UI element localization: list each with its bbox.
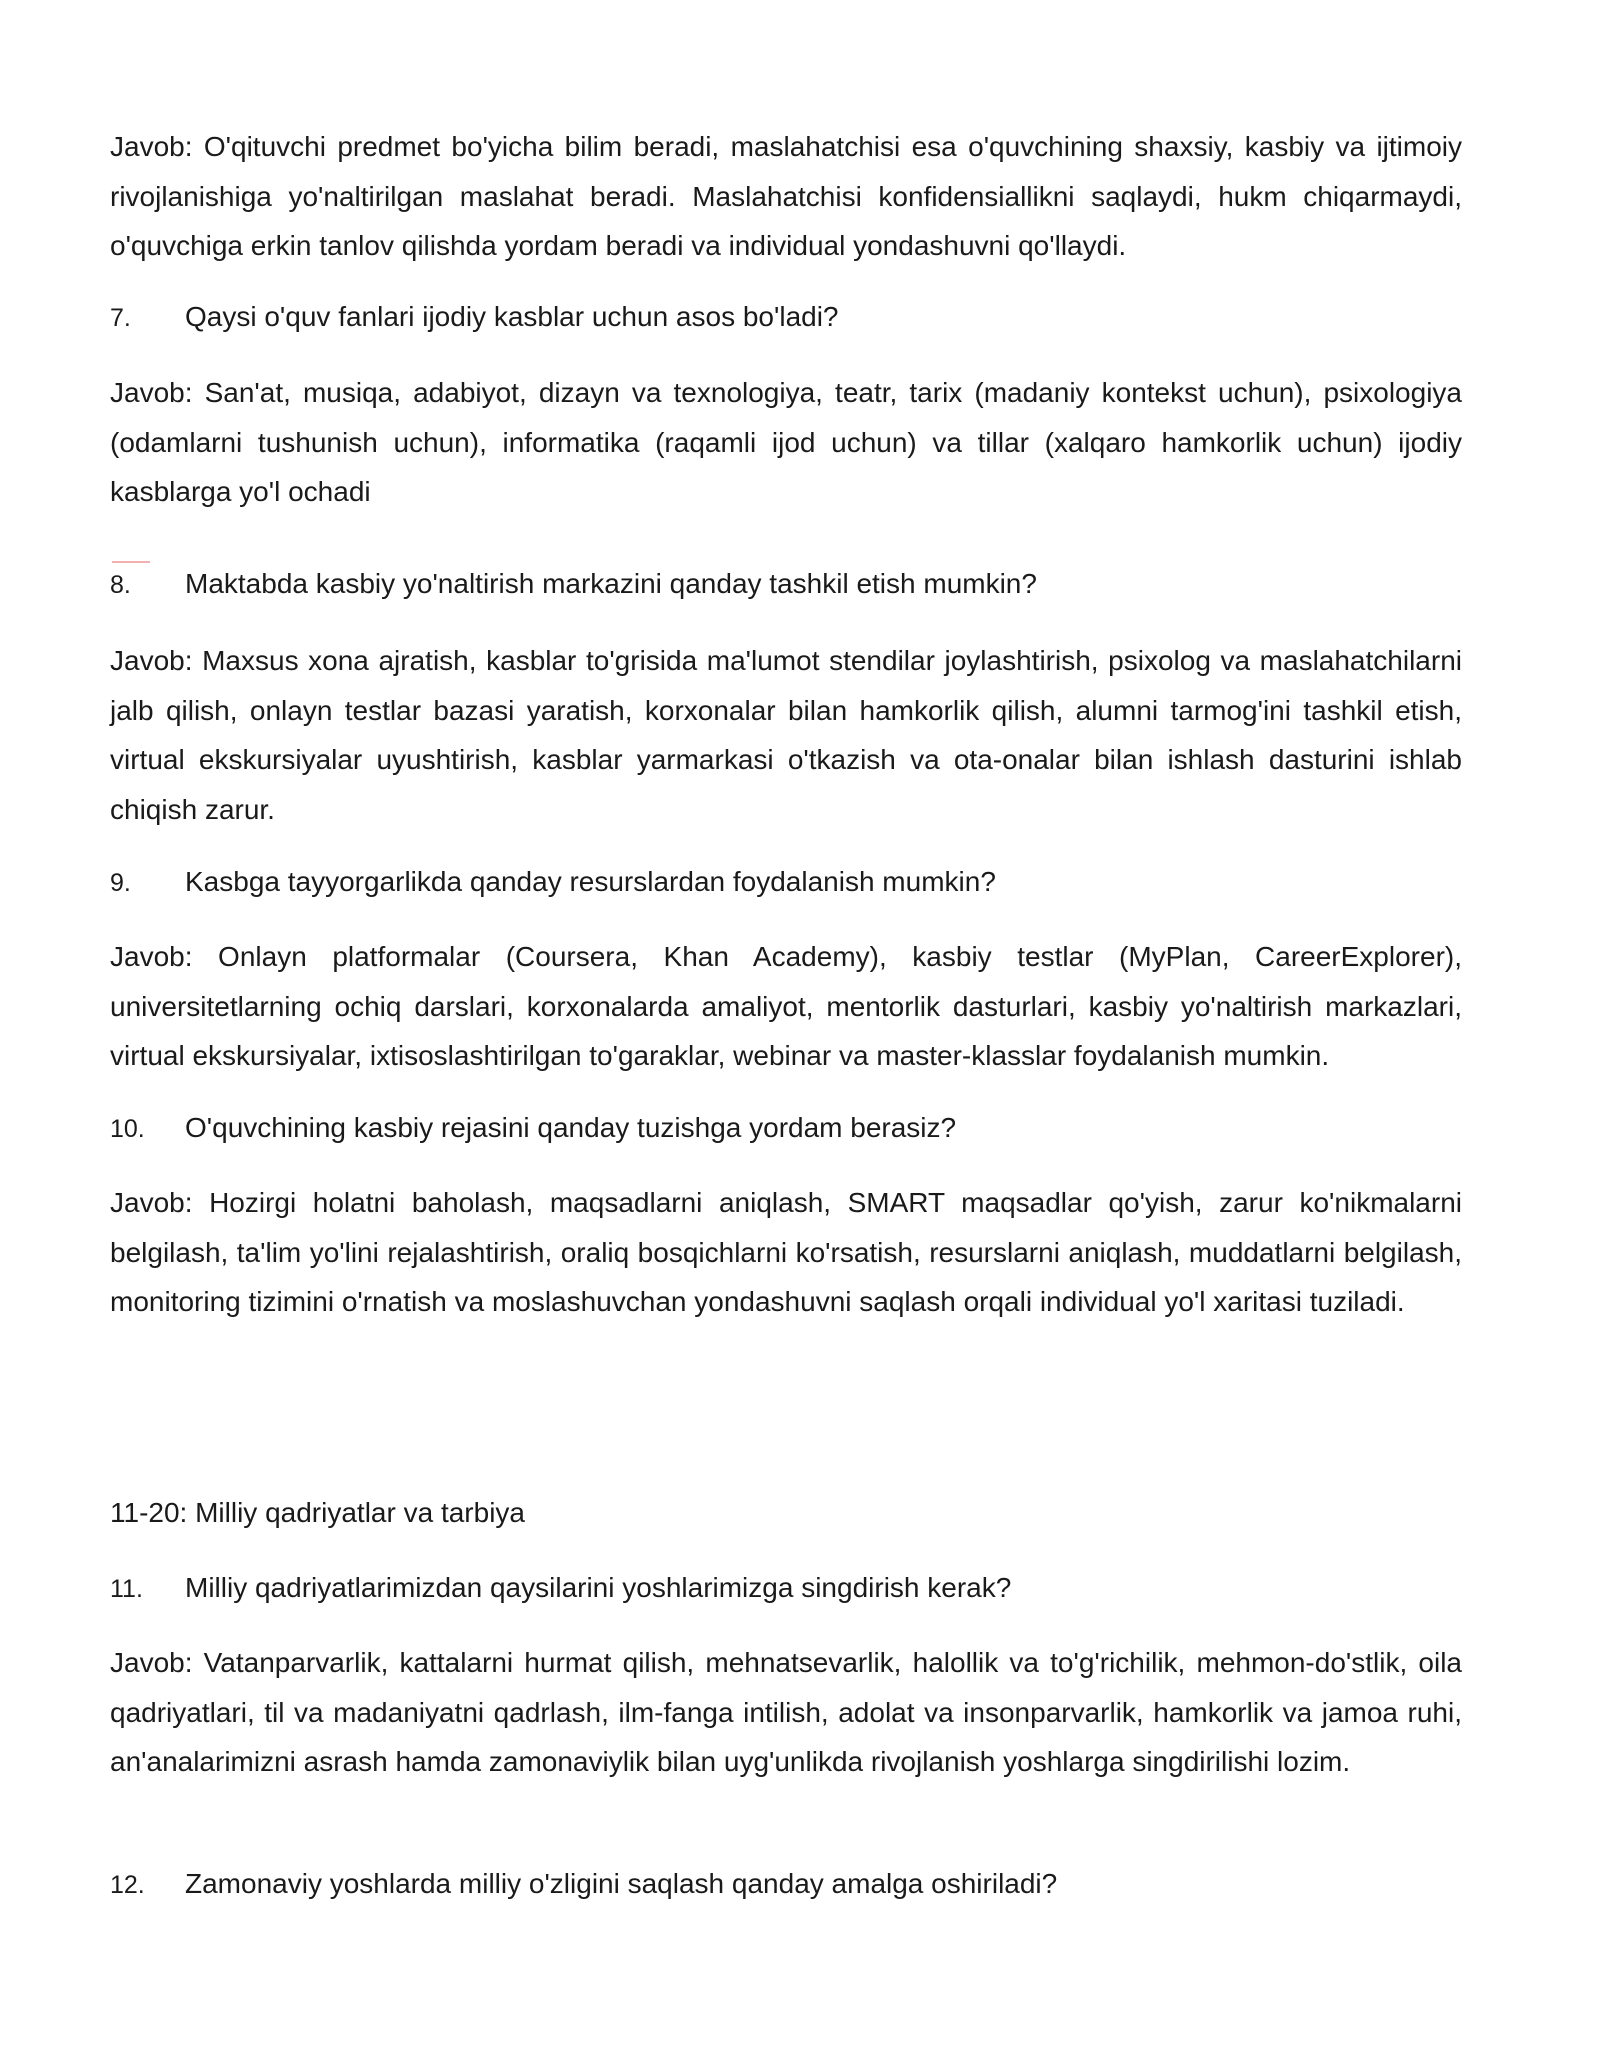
question-11 — [110, 1568, 1462, 1609]
question-number: 12. — [110, 1871, 145, 1899]
answer-6: Javob: O'qituvchi predmet bo'yicha bilim beradi, maslahatchisi esa o'quvchining shaxsiy, kasbiy va ijtimoiy rivojlanishiga yo'naltirilgan maslahat beradi. Maslahatchisi konfidensiallikni saqlaydi, hukm chiqarmaydi, o'quvchiga erkin tanlov qilishda yordam beradi va individual yondashuvni qo'llaydi. — [110, 131, 1462, 261]
question-number: 7. — [110, 304, 131, 332]
question-text: Zamonaviy yoshlarda milliy o'zligini saqlash qanday amalga oshiriladi? — [185, 1868, 1058, 1899]
question-9 — [110, 862, 1462, 903]
question-text: Maktabda kasbiy yo'naltirish markazini qanday tashkil etish mumkin? — [185, 568, 1037, 599]
answer-7: Javob: San'at, musiqa, adabiyot, dizayn va texnologiya, teatr, tarix (madaniy kontekst uchun), psixologiya (odamlarni tushunish uchun), informatika (raqamli ijod uchun) va tillar (xalqaro hamkorlik uchun) ijodiy kasblarga yo'l ochadi — [110, 377, 1462, 507]
question-number: 11. — [110, 1575, 143, 1603]
question-number: 8. — [110, 571, 131, 599]
question-number: 9. — [110, 869, 131, 897]
question-text: Kasbga tayyorgarlikda qanday resurslardan foydalanish mumkin? — [185, 866, 996, 897]
answer-8: Javob: Maxsus xona ajratish, kasblar to'grisida ma'lumot stendilar joylashtirish, psixolog va maslahatchilarni jalb qilish, onlayn testlar bazasi yaratish, korxonalar bilan hamkorlik qilish, alumni tarmog'ini tashkil etish, virtual ekskursiyalar uyushtirish, kasblar yarmarkasi o'tkazish va ota-onalar bilan ishlash dasturini ishlab chiqish zarur. — [110, 645, 1462, 825]
answer-11: Javob: Vatanparvarlik, kattalarni hurmat qilish, mehnatsevarlik, halollik va to'g'richilik, mehmon-do'stlik, oila qadriyatlari, til va madaniyatni qadrlash, ilm-fanga intilish, adolat va insonparvarlik, hamkorlik va jamoa ruhi, an'analarimizni asrash hamda zamonaviylik bilan uyg'unlikda rivojlanish yoshlarga singdirilishi lozim. — [110, 1647, 1462, 1777]
question-text: O'quvchining kasbiy rejasini qanday tuzishga yordam berasiz? — [185, 1112, 957, 1143]
answer-10: Javob: Hozirgi holatni baholash, maqsadlarni aniqlash, SMART maqsadlar qo'yish, zarur ko'nikmalarni belgilash, ta'lim yo'lini rejalashtirish, oraliq bosqichlarni ko'rsatish, resurslarni aniqlash, muddatlarni belgilash, monitoring tizimini o'rnatish va moslashuvchan yondashuvni saqlash orqali individual yo'l xaritasi tuziladi. — [110, 1187, 1462, 1317]
question-7 — [110, 297, 1462, 338]
question-text: Milliy qadriyatlarimizdan qaysilarini yoshlarimizga singdirish kerak? — [185, 1572, 1012, 1603]
question-8 — [110, 564, 1462, 605]
section-heading: 11-20: Milliy qadriyatlar va tarbiya — [110, 1497, 525, 1528]
question-10 — [110, 1108, 1462, 1149]
question-text: Qaysi o'quv fanlari ijodiy kasblar uchun asos bo'ladi? — [185, 301, 839, 332]
answer-9: Javob: Onlayn platformalar (Coursera, Khan Academy), kasbiy testlar (MyPlan, CareerExplorer), universitetlarning ochiq darslari, korxonalarda amaliyot, mentorlik dasturlari, kasbiy yo'naltirish markazlari, virtual ekskursiyalar, ixtisoslashtirilgan to'garaklar, webinar va master-klasslar foydalanish mumkin. — [110, 941, 1462, 1071]
red-mark-decoration — [112, 561, 150, 563]
question-12 — [110, 1864, 1462, 1905]
question-number: 10. — [110, 1115, 145, 1143]
